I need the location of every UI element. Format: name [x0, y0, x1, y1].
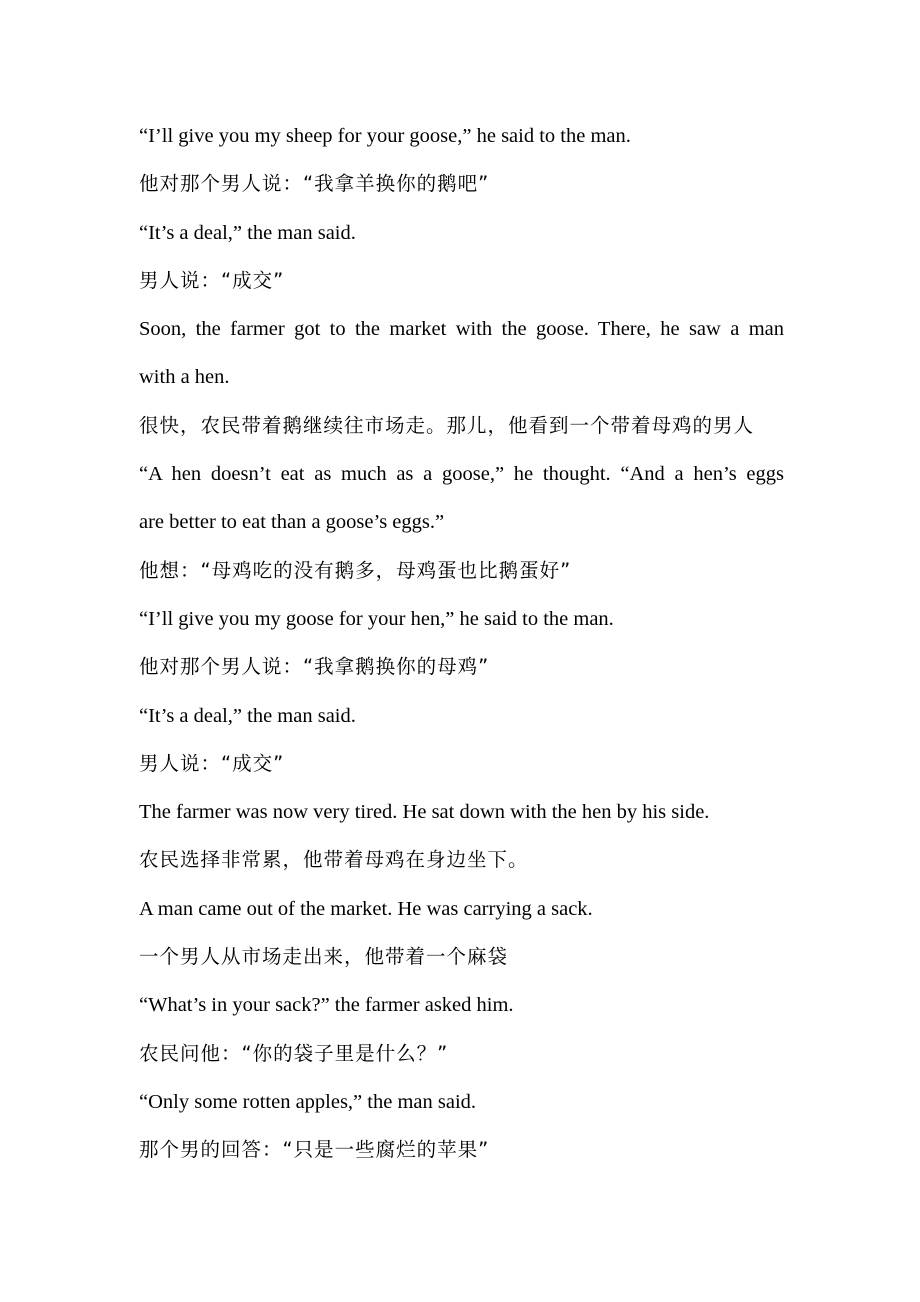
- english-line: “I’ll give you my goose for your hen,” he said to the man.: [139, 607, 614, 630]
- english-line: Soon, the farmer got to the market with the goose. There, he saw a man: [139, 318, 784, 341]
- chinese-line: 那个男的回答：“只是一些腐烂的苹果”: [139, 1138, 490, 1162]
- chinese-line: 男人说：“成交”: [139, 268, 285, 292]
- english-line: “I’ll give you my sheep for your goose,” he said to the man.: [139, 125, 631, 147]
- english-line: The farmer was now very tired. He sat down with the hen by his side.: [139, 801, 710, 824]
- english-line: “It’s a deal,” the man said.: [139, 704, 356, 727]
- chinese-line: 他对那个男人说：“我拿鹅换你的母鸡”: [139, 655, 490, 679]
- english-line: “Only some rotten apples,” the man said.: [139, 1090, 477, 1113]
- chinese-line: 男人说：“成交”: [139, 751, 285, 775]
- english-line: “What’s in your sack?” the farmer asked him.: [139, 994, 514, 1017]
- english-line: A man came out of the market. He was carrying a sack.: [139, 897, 593, 920]
- chinese-line: 很快，农民带着鹅继续往市场走。那儿，他看到一个带着母鸡的男人: [139, 413, 755, 437]
- english-line: are better to eat than a goose’s eggs.”: [139, 511, 445, 534]
- chinese-line: 农民问他：“你的袋子里是什么？”: [139, 1041, 449, 1065]
- english-line: “It’s a deal,” the man said.: [139, 221, 356, 244]
- chinese-line: 他对那个男人说：“我拿羊换你的鹅吧”: [139, 172, 490, 196]
- chinese-line: 农民选择非常累，他带着母鸡在身边坐下。: [139, 848, 529, 872]
- document-body: [139, 112, 784, 1175]
- chinese-line: 一个男人从市场走出来，他带着一个麻袋: [139, 945, 509, 969]
- english-line: “A hen doesn’t eat as much as a goose,” he thought. “And a hen’s eggs: [139, 463, 784, 486]
- chinese-line: 他想：“母鸡吃的没有鹅多，母鸡蛋也比鹅蛋好”: [139, 558, 572, 582]
- english-line: with a hen.: [139, 366, 230, 389]
